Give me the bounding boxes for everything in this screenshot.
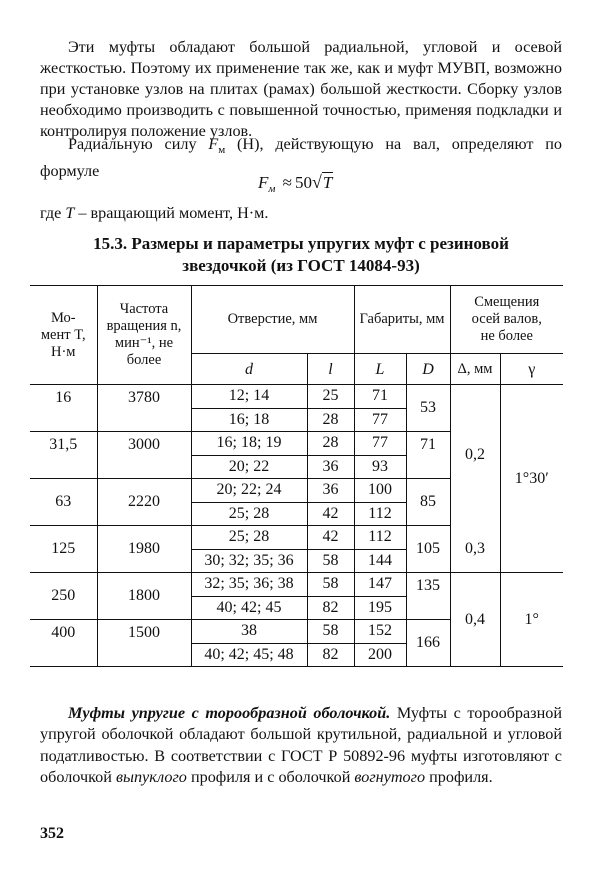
cell-l: 58 (307, 549, 354, 573)
cell-delta: 0,4 (450, 573, 500, 667)
cell-L: 71 (354, 385, 406, 409)
cell-l: 25 (307, 385, 354, 409)
cell-speed: 1980 (97, 526, 191, 573)
cell-moment: 250 (30, 573, 97, 620)
outro-title: Муфты упругие с торообразной оболочкой. (68, 704, 391, 722)
p2-force-var: F (208, 135, 219, 153)
cell-speed: 1500 (97, 620, 191, 667)
cell-d: 16; 18 (191, 408, 307, 432)
cell-gamma: 1° (500, 573, 563, 667)
header-moment: Мо- мент T, Н·м (30, 286, 97, 385)
where-var: T (65, 204, 75, 222)
cell-d: 25; 28 (191, 526, 307, 550)
cell-l: 42 (307, 502, 354, 526)
cell-L: 112 (354, 526, 406, 550)
cell-gamma: 1°30′ (500, 385, 563, 573)
cell-D: 85 (406, 479, 450, 526)
formula-lhs-sub: м (268, 183, 276, 195)
header-speed: Частота вращения n, мин⁻¹, не более (97, 286, 191, 385)
cell-D: 53 (406, 385, 450, 432)
outro-paragraph (40, 703, 562, 788)
cell-speed: 2220 (97, 479, 191, 526)
cell-d: 12; 14 (191, 385, 307, 409)
header-l: l (307, 354, 354, 385)
cell-L: 77 (354, 408, 406, 432)
table-caption (40, 233, 562, 277)
where-prefix: где (40, 204, 66, 222)
cell-speed: 3000 (97, 432, 191, 479)
p2-text-before: Радиальную силу (68, 135, 209, 153)
cell-d: 38 (191, 620, 307, 644)
cell-l: 82 (307, 643, 354, 667)
table-row (30, 573, 563, 597)
cell-d: 40; 42; 45; 48 (191, 643, 307, 667)
cell-L: 112 (354, 502, 406, 526)
outro-text-2: профиля и с оболочкой (186, 767, 355, 786)
outro-text-1: Муфты с торообразной упругой оболочкой обладают большой крутильной, радиальной и угловой податливостью. В соответствии с ГОСТ Р 50892-96 муфты изготовляют с оболочкой (40, 704, 562, 786)
header-gamma: γ (500, 354, 563, 385)
cell-moment: 125 (30, 526, 97, 573)
header-L: L (354, 354, 406, 385)
cell-moment: 63 (30, 479, 97, 526)
outro-text-3: профиля. (425, 767, 493, 786)
cell-L: 93 (354, 455, 406, 479)
cell-l: 36 (307, 455, 354, 479)
cell-L: 200 (354, 643, 406, 667)
header-bore: Отверстие, мм (191, 286, 354, 354)
where-text: – вращающий момент, Н·м. (74, 204, 269, 222)
cell-delta: 0,3 (450, 526, 500, 573)
table-row (30, 385, 563, 409)
cell-l: 42 (307, 526, 354, 550)
cell-L: 195 (354, 596, 406, 620)
header-offset: Смещения осей валов, не более (450, 286, 563, 354)
cell-L: 152 (354, 620, 406, 644)
cell-D: 166 (406, 620, 450, 667)
coupling-table (30, 285, 563, 667)
header-D: D (406, 354, 450, 385)
cell-D: 105 (406, 526, 450, 573)
where-clause (40, 204, 268, 223)
cell-l: 28 (307, 432, 354, 456)
caption-line-1: 15.3. Размеры и параметры упругих муфт с резиновой (93, 234, 509, 253)
formula-coefficient: 50 (295, 173, 313, 192)
cell-d: 20; 22 (191, 455, 307, 479)
cell-L: 77 (354, 432, 406, 456)
cell-l: 58 (307, 620, 354, 644)
cell-d: 32; 35; 36; 38 (191, 573, 307, 597)
outro-convex: выпуклого (115, 767, 187, 786)
cell-l: 58 (307, 573, 354, 597)
cell-speed: 1800 (97, 573, 191, 620)
cell-l: 28 (307, 408, 354, 432)
force-formula (258, 172, 333, 193)
cell-L: 144 (354, 549, 406, 573)
cell-l: 36 (307, 479, 354, 503)
cell-d: 40; 42; 45 (191, 596, 307, 620)
cell-L: 147 (354, 573, 406, 597)
formula-operator: ≈ (282, 173, 293, 192)
cell-moment: 400 (30, 620, 97, 667)
outro-concave: вогнутого (354, 767, 426, 786)
cell-d: 25; 28 (191, 502, 307, 526)
cell-moment: 31,5 (30, 432, 97, 479)
header-d: d (191, 354, 307, 385)
cell-D: 135 (406, 573, 450, 620)
cell-delta: 0,2 (450, 385, 500, 526)
cell-d: 16; 18; 19 (191, 432, 307, 456)
intro-paragraph-1: Эти муфты обладают большой радиальной, угловой и осевой жесткостью. Поэтому их применение так же, как и муфт МУВП, возможно при установке узлов на плитах (рамах) большой жесткости. Сборку узлов необходимо производить с повышенной точностью, применяя подкладки и контролируя положение узлов. (40, 38, 562, 140)
cell-D: 71 (406, 432, 450, 479)
cell-speed: 3780 (97, 385, 191, 432)
cell-L: 100 (354, 479, 406, 503)
table-row (30, 526, 563, 550)
formula-radical: √ (312, 172, 322, 192)
page-number: 352 (40, 825, 64, 842)
formula-lhs: F (258, 173, 269, 192)
cell-d: 20; 22; 24 (191, 479, 307, 503)
cell-moment: 16 (30, 385, 97, 432)
cell-l: 82 (307, 596, 354, 620)
header-dimensions: Габариты, мм (354, 286, 450, 354)
formula-argument: T (322, 173, 333, 192)
p2-text-after: (Н), действующую на вал, определяют по формуле (40, 135, 562, 181)
header-delta: Δ, мм (450, 354, 500, 385)
p2-force-sub: м (218, 144, 226, 157)
caption-line-2: звездочкой (из ГОСТ 14084-93) (182, 256, 420, 275)
cell-d: 30; 32; 35; 36 (191, 549, 307, 573)
